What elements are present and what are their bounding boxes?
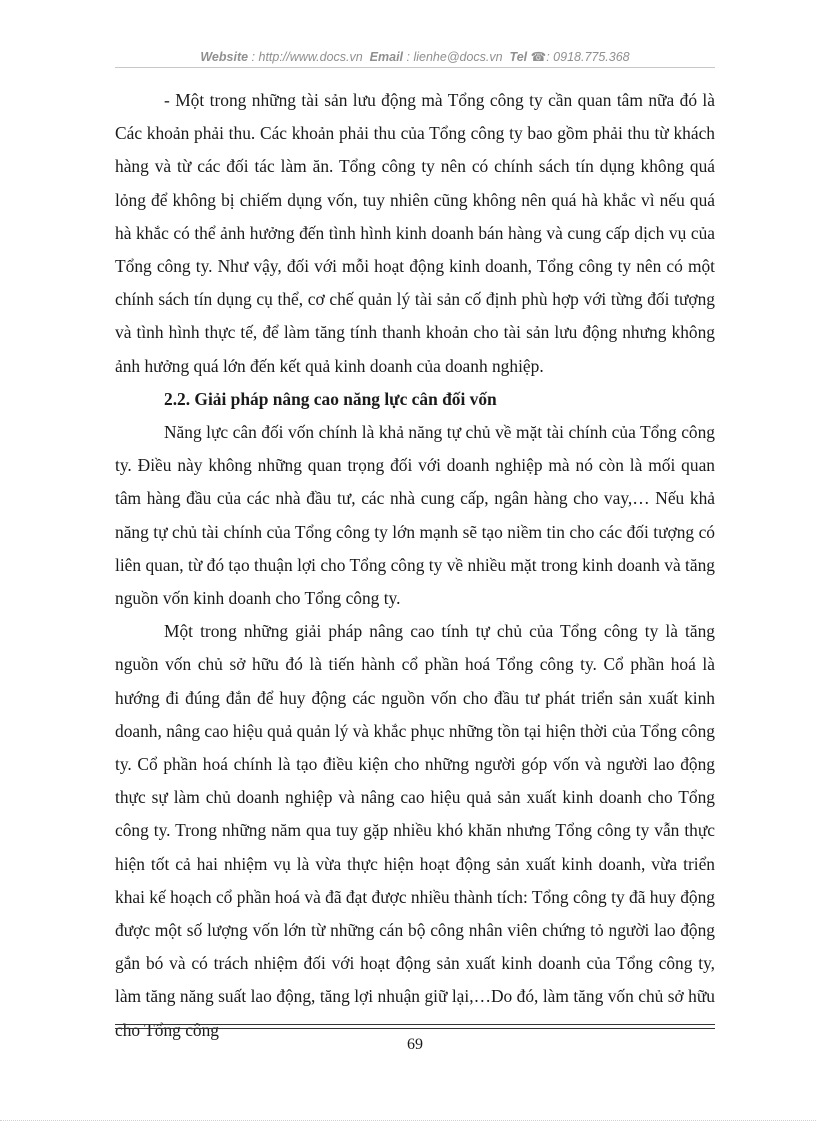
- page-header: [115, 49, 715, 64]
- tel-label: Tel: [509, 50, 528, 64]
- paragraph-receivables: - Một trong những tài sản lưu động mà Tổng công ty cần quan tâm nữa đó là Các khoản phải thu. Các khoản phải thu của Tổng công ty bao gồm phải thu từ khách hàng và từ các đối tác làm ăn. Tổng công ty nên có chính sách tín dụng không quá lỏng để không bị chiếm dụng vốn, tuy nhiên cũng không nên quá hà khắc vì nếu quá hà khắc có thể ảnh hưởng đến tình hình kinh doanh bán hàng và cung cấp dịch vụ của Tổng công ty. Như vậy, đối với mỗi hoạt động kinh doanh, Tổng công ty nên có một chính sách tín dụng cụ thể, cơ chế quản lý tài sản cố định phù hợp với từng đối tượng và tình hình thực tế, để làm tăng tính thanh khoản cho tài sản lưu động nhưng không ảnh hưởng quá lớn đến kết quả kinh doanh của doanh nghiệp.: [115, 90, 715, 376]
- footer-divider-thin: [115, 1028, 715, 1029]
- email-value: : lienhe@docs.vn: [406, 50, 503, 64]
- paragraph-equitization: Một trong những giải pháp nâng cao tính tự chủ của Tổng công ty là tăng nguồn vốn chủ sở hữu đó là tiến hành cổ phần hoá Tổng công ty. Cổ phần hoá là hướng đi đúng đắn để huy động các nguồn vốn cho đầu tư phát triển sản xuất kinh doanh, nâng cao hiệu quả quản lý và khắc phục những tồn tại hiện thời của Tổng công ty. Cổ phần hoá chính là tạo điều kiện cho những người góp vốn và người lao động thực sự làm chủ doanh nghiệp và nâng cao hiệu quả sản xuất kinh doanh cho Tổng công ty. Trong những năm qua tuy gặp nhiều khó khăn nhưng Tổng công ty vẫn thực hiện tốt cả hai nhiệm vụ là vừa thực hiện hoạt động sản xuất kinh doanh, vừa triển khai kế hoạch cổ phần hoá và đã đạt được nhiều thành tích: Tổng công ty đã huy động được một số lượng vốn lớn từ những cán bộ công nhân viên chứng tỏ người lao động gắn bó và có trách nhiệm đối với hoạt động sản xuất kinh doanh của Tổng công ty, làm tăng năng suất lao động, tăng lợi nhuận giữ lại,…Do đó, làm tăng vốn chủ sở hữu cho Tổng công: [115, 621, 715, 1040]
- document-body: [115, 84, 715, 1047]
- page-bottom-border: [0, 1120, 816, 1121]
- paragraph-capital-balance: Năng lực cân đối vốn chính là khả năng tự chủ về mặt tài chính của Tổng công ty. Điều này không những quan trọng đối với doanh nghiệp mà nó còn là mối quan tâm hàng đầu của các nhà đầu tư, các nhà cung cấp, ngân hàng cho vay,… Nếu khả năng tự chủ tài chính của Tổng công ty lớn mạnh sẽ tạo niềm tin cho các đối tượng có liên quan, từ đó tạo thuận lợi cho Tổng công ty về nhiều mặt trong kinh doanh và tăng nguồn vốn kinh doanh cho Tổng công ty.: [115, 422, 715, 609]
- section-heading: 2.2. Giải pháp nâng cao năng lực cân đối vốn: [164, 388, 497, 409]
- email-label: Email: [369, 50, 404, 64]
- header-divider: [115, 67, 715, 68]
- tel-value: : 0918.775.368: [546, 50, 630, 64]
- footer-divider-thick: [115, 1024, 715, 1025]
- phone-icon: ☎: [530, 50, 547, 64]
- page-number: 69: [407, 1036, 423, 1053]
- website-value: : http://www.docs.vn: [251, 50, 363, 64]
- website-label: Website: [200, 50, 249, 64]
